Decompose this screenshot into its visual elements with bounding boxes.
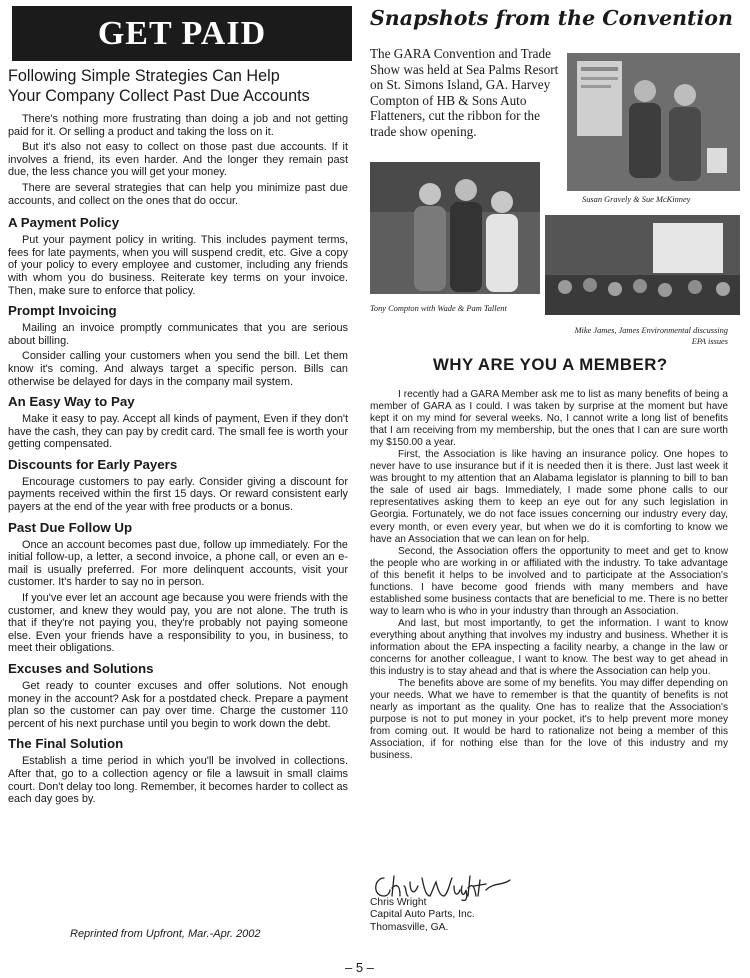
section-paragraph: Put your payment policy in writing. This includes payment terms, fees for late payments, when you will suspend credit, etc. Give a copy of your policy to every employee and customer, including any friends with whom you do business. Reiterate key terms on your invoice. Then, make sure to enforce that policy. <box>8 234 348 297</box>
section-paragraph: If you've ever let an account age because you were friends with the customer, and knew they would pay, you are not alone. The truth is that if they're not paying you, they're probably not paying someone else. Even your friends have a responsibility to you, in business, to meet their obligations. <box>8 592 348 655</box>
convention-photo <box>545 215 740 315</box>
signer-city: Thomasville, GA. <box>370 921 449 933</box>
left-article-body <box>8 113 348 806</box>
convention-photo <box>370 162 540 294</box>
photo-image <box>545 215 740 315</box>
photo-caption: Tony Compton with Wade & Pam Tallent <box>370 304 507 313</box>
banner-title: GET PAID <box>97 14 267 52</box>
subheadline-line-1: Following Simple Strategies Can Help <box>8 67 280 85</box>
intro-paragraph: There are several strategies that can help you minimize past due accounts, and collect on the ones that do occur. <box>8 181 348 207</box>
subheadline-line-2: Your Company Collect Past Due Accounts <box>8 87 310 105</box>
signature-block <box>370 897 475 934</box>
section-heading: Prompt Invoicing <box>8 303 117 319</box>
section-paragraph: Mailing an invoice promptly communicates that you are serious about billing. <box>8 322 348 347</box>
article-subheadline <box>8 66 353 106</box>
snapshots-intro: The GARA Convention and Trade Show was held at Sea Palms Resort on St. Simons Island, GA. Harvey Compton of HB & Sons Auto Flatteners, cut the ribbon for the trade show opening. <box>370 46 559 139</box>
member-article-body <box>370 389 728 762</box>
signer-name: Chris Wright <box>370 897 427 908</box>
member-heading: WHY ARE YOU A MEMBER? <box>433 355 668 374</box>
section-heading: The Final Solution <box>8 736 124 752</box>
section-paragraph: Once an account becomes past due, follow up immediately. For the initial follow-up, a letter, a second invoice, a phone call, or even an e-mail is usually preferred. For more delinquent accounts, visit your customer. It's harder to say no in person. <box>8 538 348 589</box>
intro-paragraph: But it's also not easy to collect on those past due accounts. If it involves a friend, its even harder. And the longer they remain past due, the less chance you will get your money. <box>8 141 348 179</box>
member-paragraph: I recently had a GARA Member ask me to list as many benefits of being a member of GARA as I could. I was taken by surprise at the moment but have kept it on my mind for several weeks. No, I cannot write a long list of benefits that I am receiving from my membership, but the ones that I can are sure worth my $150.00 a year. <box>370 389 728 449</box>
member-paragraph: And last, but most importantly, to get the information. I want to know everything about anything that involves my industry and business. Whether it is information about the EPA inspecting a facility nearby, a change in the law or concerns for another colleague, I want to know. The best way to get ahead in this industry is to stay ahead and that is where the Association can help you. <box>370 617 728 678</box>
snapshots-title: Snapshots from the Convention <box>370 6 733 30</box>
section-paragraph: Encourage customers to pay early. Consider giving a discount for payments received within the first 15 days. Or reward consistent early payers at the end of the year with free products or a bonus. <box>8 475 348 514</box>
member-paragraph: First, the Association is like having an insurance policy. One hopes to never have to use insurance but if it is needed then it is there. Just last week it was brought to my attention that an Alabama legislator is planning to bill to ban the sale of used air bags. Immediately, I made some phone calls to our representatives asking them to keep an eye out for any such legislation in Georgia. Fortunately, we do not face issues concerning our industry every day, every month, or even every year, but when we do it is comforting to know we have an Association that we can lean on for help. <box>370 449 728 545</box>
photo-image <box>370 162 540 294</box>
convention-photo <box>567 53 740 191</box>
section-paragraph: Make it easy to pay. Accept all kinds of payment, Even if they don't have the cash, they can pay by credit card. The small fee is worth your getting compensated. <box>8 413 348 451</box>
get-paid-banner <box>12 6 352 61</box>
section-heading: An Easy Way to Pay <box>8 394 135 410</box>
page-number: – 5 – <box>345 960 374 975</box>
signer-company: Capital Auto Parts, Inc. <box>370 909 475 921</box>
member-paragraph: Second, the Association offers the opportunity to meet and get to know the people who are working in or affiliated with the industry. To take advantage of this benefit it helps to be involved and to participate at the Association's functions. I have become good friends with many members and have established some business contacts that are beneficial to me. There is no better way to learn who is who in your industry than through an Association. <box>370 545 728 617</box>
section-paragraph: Establish a time period in which you'll be involved in collections. After that, go to a collection agency or file a lawsuit in small claims court. Don't delay too long. Remember, it becomes harder to collect as each day goes by. <box>8 755 348 806</box>
section-paragraph: Get ready to counter excuses and offer solutions. Not enough money in the account? Ask for a postdated check. Prepare a payment plan so the customer can pay over time. Charge the customer 110 percent of his next purchase until you begin to work down the debt. <box>8 680 348 730</box>
section-heading: A Payment Policy <box>8 215 120 231</box>
section-heading: Past Due Follow Up <box>8 519 133 535</box>
photo-caption: Mike James, James Environmental discussing EPA issues <box>574 326 728 346</box>
section-paragraph: Consider calling your customers when you send the bill. Let them know it's coming. And always target a specific person. Bills can otherwise be delayed for days in the company mail system. <box>8 350 348 388</box>
section-heading: Discounts for Early Payers <box>8 456 178 472</box>
intro-paragraph: There's nothing more frustrating than doing a job and not getting paid for it. Or selling a product and taking the loss on it. <box>8 113 348 138</box>
reprint-credit: Reprinted from Upfront, Mar.-Apr. 2002 <box>70 928 261 940</box>
photo-caption: Susan Gravely & Sue McKinney <box>582 195 691 204</box>
member-paragraph: The benefits above are some of my benefits. You may differ depending on your needs. What we have to remember is that the quantity of benefits is not nearly as important as the quality. One has to realize that the Association's purpose is not to put money in your pocket, it's to help prevent more money from coming out. It would be hard to rationalize not being a member of this Association, if for nothing else than for the love of this industry and my business. <box>370 678 728 762</box>
section-heading: Excuses and Solutions <box>8 661 154 676</box>
photo-image <box>567 53 740 191</box>
